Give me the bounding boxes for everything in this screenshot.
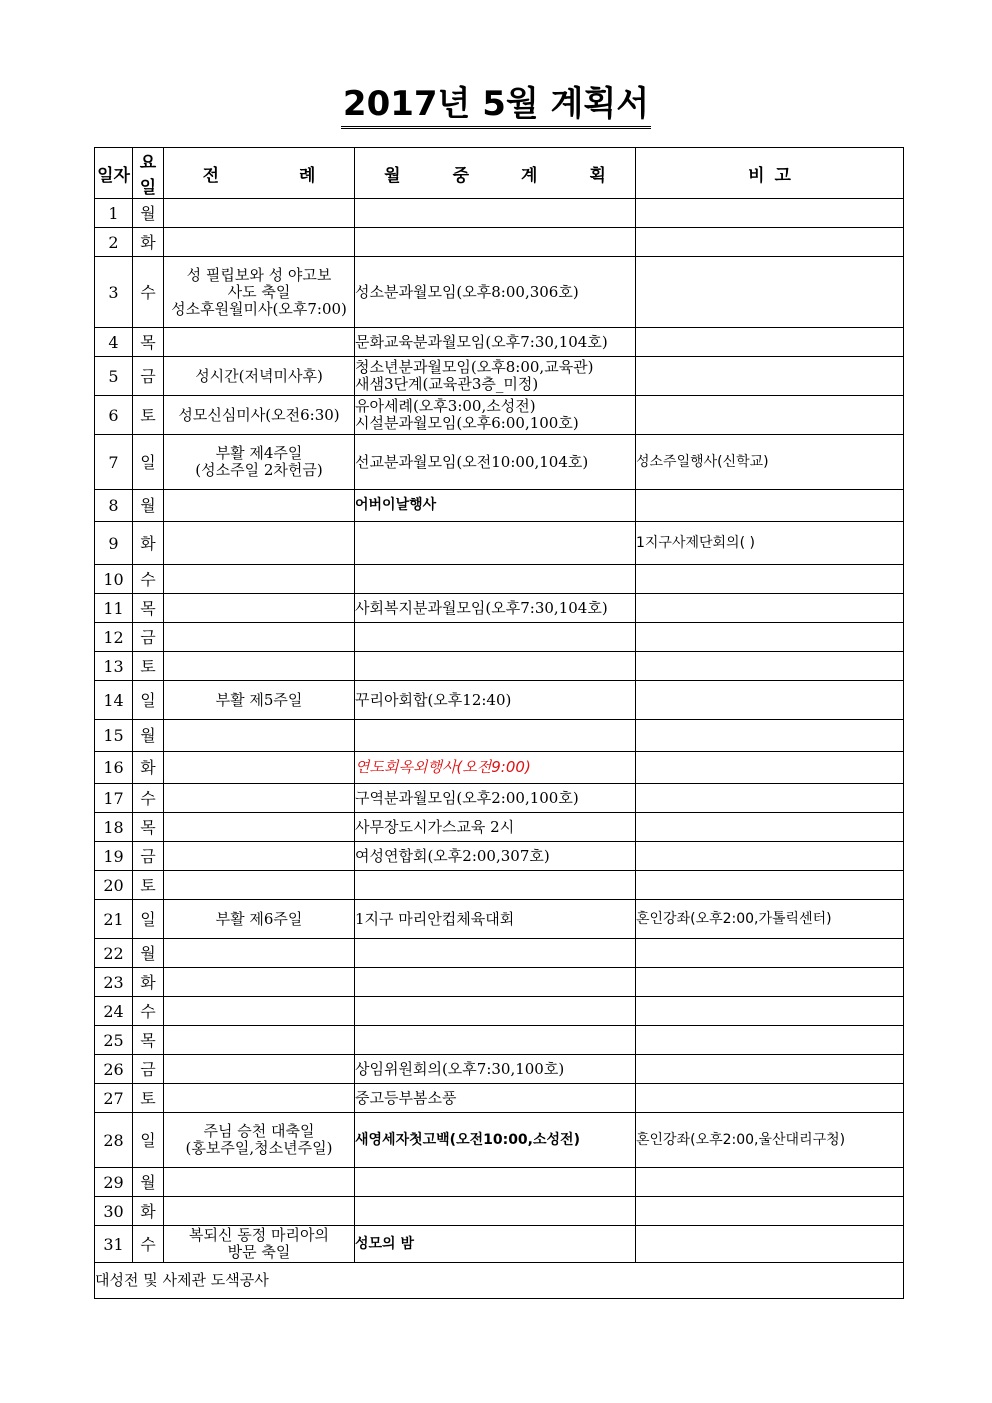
liturgy-line: (성소주일 2차헌금) [195,461,323,479]
weekday-cell: 화 [133,1197,164,1226]
liturgy-line: 부활 제4주일 [215,444,303,462]
liturgy-cell [164,720,355,752]
weekday-cell: 화 [133,228,164,257]
weekday-cell: 수 [133,257,164,328]
day-cell: 18 [95,813,133,842]
header-row [95,148,904,199]
day-cell: 10 [95,565,133,594]
event-cell [355,813,636,842]
day-cell: 16 [95,752,133,784]
note-cell [636,228,904,257]
table-row [95,1055,904,1084]
event-cell [355,1226,636,1263]
note-cell [636,784,904,813]
day-cell: 21 [95,900,133,939]
weekday-cell: 목 [133,813,164,842]
weekday-cell: 금 [133,623,164,652]
table-row [95,813,904,842]
liturgy-cell [164,396,355,435]
event-cell [355,997,636,1026]
event-cell [355,968,636,997]
weekday-cell: 금 [133,357,164,396]
day-cell: 11 [95,594,133,623]
note-cell [636,652,904,681]
table-row [95,1226,904,1263]
event-cell [355,396,636,435]
event-line: 사무장도시가스교육 2시 [355,817,515,836]
event-line: 사회복지분과월모임(오후7:30,104호) [355,598,608,617]
table-row [95,328,904,357]
day-cell: 31 [95,1226,133,1263]
day-cell: 8 [95,490,133,522]
liturgy-cell [164,1197,355,1226]
table-row [95,623,904,652]
table-row [95,900,904,939]
note-cell [636,565,904,594]
liturgy-line: (홍보주일,청소년주일) [185,1139,333,1157]
table-row [95,490,904,522]
page-title [0,80,992,129]
weekday-cell: 토 [133,871,164,900]
day-cell: 26 [95,1055,133,1084]
event-line: 유아세례(오후3:00,소성전) [355,397,536,415]
table-row [95,228,904,257]
footer-note: 대성전 및 사제관 도색공사 [95,1263,904,1299]
liturgy-line: 방문 축일 [227,1243,291,1261]
note-cell [636,1168,904,1197]
event-cell [355,1084,636,1113]
liturgy-cell [164,490,355,522]
day-cell: 25 [95,1026,133,1055]
event-line: 중고등부봄소풍 [355,1088,457,1107]
note-cell: 혼인강좌(오후2:00,울산대리구청) [636,1113,904,1168]
event-cell [355,1168,636,1197]
liturgy-cell [164,681,355,720]
table-row [95,1113,904,1168]
event-cell [355,652,636,681]
weekday-cell: 목 [133,594,164,623]
weekday-cell: 일 [133,435,164,490]
table-row [95,435,904,490]
event-cell [355,490,636,522]
event-cell [355,1055,636,1084]
liturgy-line: 부활 제6주일 [215,909,303,928]
event-cell [355,228,636,257]
day-cell: 6 [95,396,133,435]
table-row [95,939,904,968]
event-cell [355,900,636,939]
title-text: 2017년 5월 계획서 [341,82,651,129]
table-row [95,871,904,900]
liturgy-cell [164,652,355,681]
day-cell: 29 [95,1168,133,1197]
note-cell [636,752,904,784]
table-row [95,565,904,594]
table-row [95,257,904,328]
event-cell [355,623,636,652]
note-cell [636,720,904,752]
liturgy-cell [164,784,355,813]
liturgy-line: 사도 축일 [227,282,291,301]
note-cell [636,813,904,842]
note-cell [636,357,904,396]
weekday-cell: 일 [133,681,164,720]
day-cell: 1 [95,199,133,228]
liturgy-line: 성모신심미사(오전6:30) [178,405,340,424]
note-cell [636,1197,904,1226]
liturgy-cell [164,199,355,228]
table-row [95,968,904,997]
liturgy-cell [164,1113,355,1168]
table-row [95,1026,904,1055]
liturgy-cell [164,1055,355,1084]
event-line: 성소분과월모임(오후8:00,306호) [355,282,579,301]
liturgy-line: 복되신 동정 마리아의 [189,1226,329,1244]
header-liturgy: 전 례 [164,148,355,199]
liturgy-cell [164,435,355,490]
event-line: 성모의 밤 [355,1235,414,1252]
event-cell [355,720,636,752]
day-cell: 24 [95,997,133,1026]
event-line: 상임위원회의(오후7:30,100호) [355,1059,565,1078]
note-cell [636,681,904,720]
day-cell: 19 [95,842,133,871]
liturgy-cell [164,565,355,594]
day-cell: 9 [95,522,133,565]
weekday-cell: 월 [133,490,164,522]
header-plan: 월 중 계 획 [355,148,636,199]
day-cell: 30 [95,1197,133,1226]
event-cell [355,752,636,784]
note-cell: 혼인강좌(오후2:00,가톨릭센터) [636,900,904,939]
day-cell: 14 [95,681,133,720]
event-cell [355,1113,636,1168]
note-cell [636,199,904,228]
event-cell [355,565,636,594]
day-cell: 27 [95,1084,133,1113]
day-cell: 3 [95,257,133,328]
weekday-cell: 목 [133,1026,164,1055]
liturgy-cell [164,1226,355,1263]
monthly-plan-table [94,147,904,1299]
event-cell [355,594,636,623]
weekday-cell: 수 [133,784,164,813]
event-cell [355,522,636,565]
day-cell: 12 [95,623,133,652]
note-cell [636,1055,904,1084]
liturgy-line: 성시간(저녁미사후) [195,366,323,385]
note-cell [636,1026,904,1055]
liturgy-line: 부활 제5주일 [215,690,303,709]
weekday-cell: 수 [133,565,164,594]
table-row [95,784,904,813]
liturgy-cell [164,1084,355,1113]
event-cell [355,257,636,328]
footer-row [95,1263,904,1299]
liturgy-cell [164,357,355,396]
event-cell [355,357,636,396]
table-row [95,396,904,435]
event-line: 꾸리아회합(오후12:40) [355,690,512,709]
day-cell: 15 [95,720,133,752]
event-cell [355,842,636,871]
day-cell: 2 [95,228,133,257]
note-cell [636,842,904,871]
table-row [95,1197,904,1226]
table-row [95,720,904,752]
day-cell: 22 [95,939,133,968]
event-cell [355,328,636,357]
weekday-cell: 수 [133,1226,164,1263]
liturgy-cell [164,623,355,652]
liturgy-cell [164,257,355,328]
table-row [95,357,904,396]
event-line: 청소년분과월모임(오후8:00,교육관) [355,358,594,376]
note-cell [636,623,904,652]
table-row [95,997,904,1026]
liturgy-cell [164,752,355,784]
table-row [95,1084,904,1113]
note-cell: 1지구사제단회의( ) [636,522,904,565]
event-line: 시설분과월모임(오후6:00,100호) [355,414,579,432]
header-dow: 요일 [133,148,164,199]
event-cell [355,784,636,813]
header-note: 비 고 [636,148,904,199]
event-cell [355,199,636,228]
weekday-cell: 일 [133,900,164,939]
header-day: 일자 [95,148,133,199]
liturgy-cell [164,328,355,357]
note-cell: 성소주일행사(신학교) [636,435,904,490]
event-line: 1지구 마리안컵체육대회 [355,909,515,928]
weekday-cell: 목 [133,328,164,357]
table-row [95,652,904,681]
event-cell [355,871,636,900]
weekday-cell: 월 [133,1168,164,1197]
note-cell [636,1226,904,1263]
table-row [95,842,904,871]
event-cell [355,939,636,968]
day-cell: 28 [95,1113,133,1168]
liturgy-cell [164,939,355,968]
liturgy-cell [164,813,355,842]
weekday-cell: 토 [133,1084,164,1113]
event-line: 여성연합회(오후2:00,307호) [355,846,550,865]
note-cell [636,968,904,997]
note-cell [636,997,904,1026]
day-cell: 4 [95,328,133,357]
weekday-cell: 수 [133,997,164,1026]
weekday-cell: 화 [133,968,164,997]
event-cell [355,681,636,720]
weekday-cell: 화 [133,752,164,784]
liturgy-cell [164,228,355,257]
event-line: 연도회옥외행사(오전9:00) [355,758,531,776]
liturgy-cell [164,594,355,623]
note-cell [636,871,904,900]
table-row [95,681,904,720]
note-cell [636,257,904,328]
weekday-cell: 일 [133,1113,164,1168]
liturgy-line: 성소후원월미사(오후7:00) [171,299,347,318]
weekday-cell: 월 [133,720,164,752]
liturgy-cell [164,1168,355,1197]
weekday-cell: 월 [133,199,164,228]
weekday-cell: 토 [133,652,164,681]
liturgy-line: 주님 승천 대축일 [203,1122,315,1140]
table-row [95,1168,904,1197]
liturgy-cell [164,997,355,1026]
table-row [95,199,904,228]
note-cell [636,939,904,968]
event-cell [355,435,636,490]
weekday-cell: 토 [133,396,164,435]
event-line: 문화교육분과월모임(오후7:30,104호) [355,332,608,351]
day-cell: 20 [95,871,133,900]
day-cell: 7 [95,435,133,490]
event-cell [355,1026,636,1055]
liturgy-cell [164,1026,355,1055]
event-line: 어버이날행사 [355,497,437,513]
liturgy-cell [164,842,355,871]
table-row [95,594,904,623]
liturgy-cell [164,968,355,997]
weekday-cell: 금 [133,842,164,871]
day-cell: 17 [95,784,133,813]
weekday-cell: 금 [133,1055,164,1084]
event-cell [355,1197,636,1226]
note-cell [636,490,904,522]
table-row [95,522,904,565]
weekday-cell: 화 [133,522,164,565]
note-cell [636,1084,904,1113]
note-cell [636,328,904,357]
day-cell: 5 [95,357,133,396]
liturgy-cell [164,522,355,565]
liturgy-cell [164,900,355,939]
event-line: 새샘3단계(교육관3층_미정) [355,375,539,393]
event-line: 선교분과월모임(오전10:00,104호) [355,452,589,471]
event-line: 새영세자첫고백(오전10:00,소성전) [355,1131,580,1148]
note-cell [636,594,904,623]
day-cell: 23 [95,968,133,997]
liturgy-line: 성 필립보와 성 야고보 [186,265,332,284]
weekday-cell: 월 [133,939,164,968]
table-row [95,752,904,784]
event-line: 구역분과월모임(오후2:00,100호) [355,788,579,807]
liturgy-cell [164,871,355,900]
note-cell [636,396,904,435]
day-cell: 13 [95,652,133,681]
